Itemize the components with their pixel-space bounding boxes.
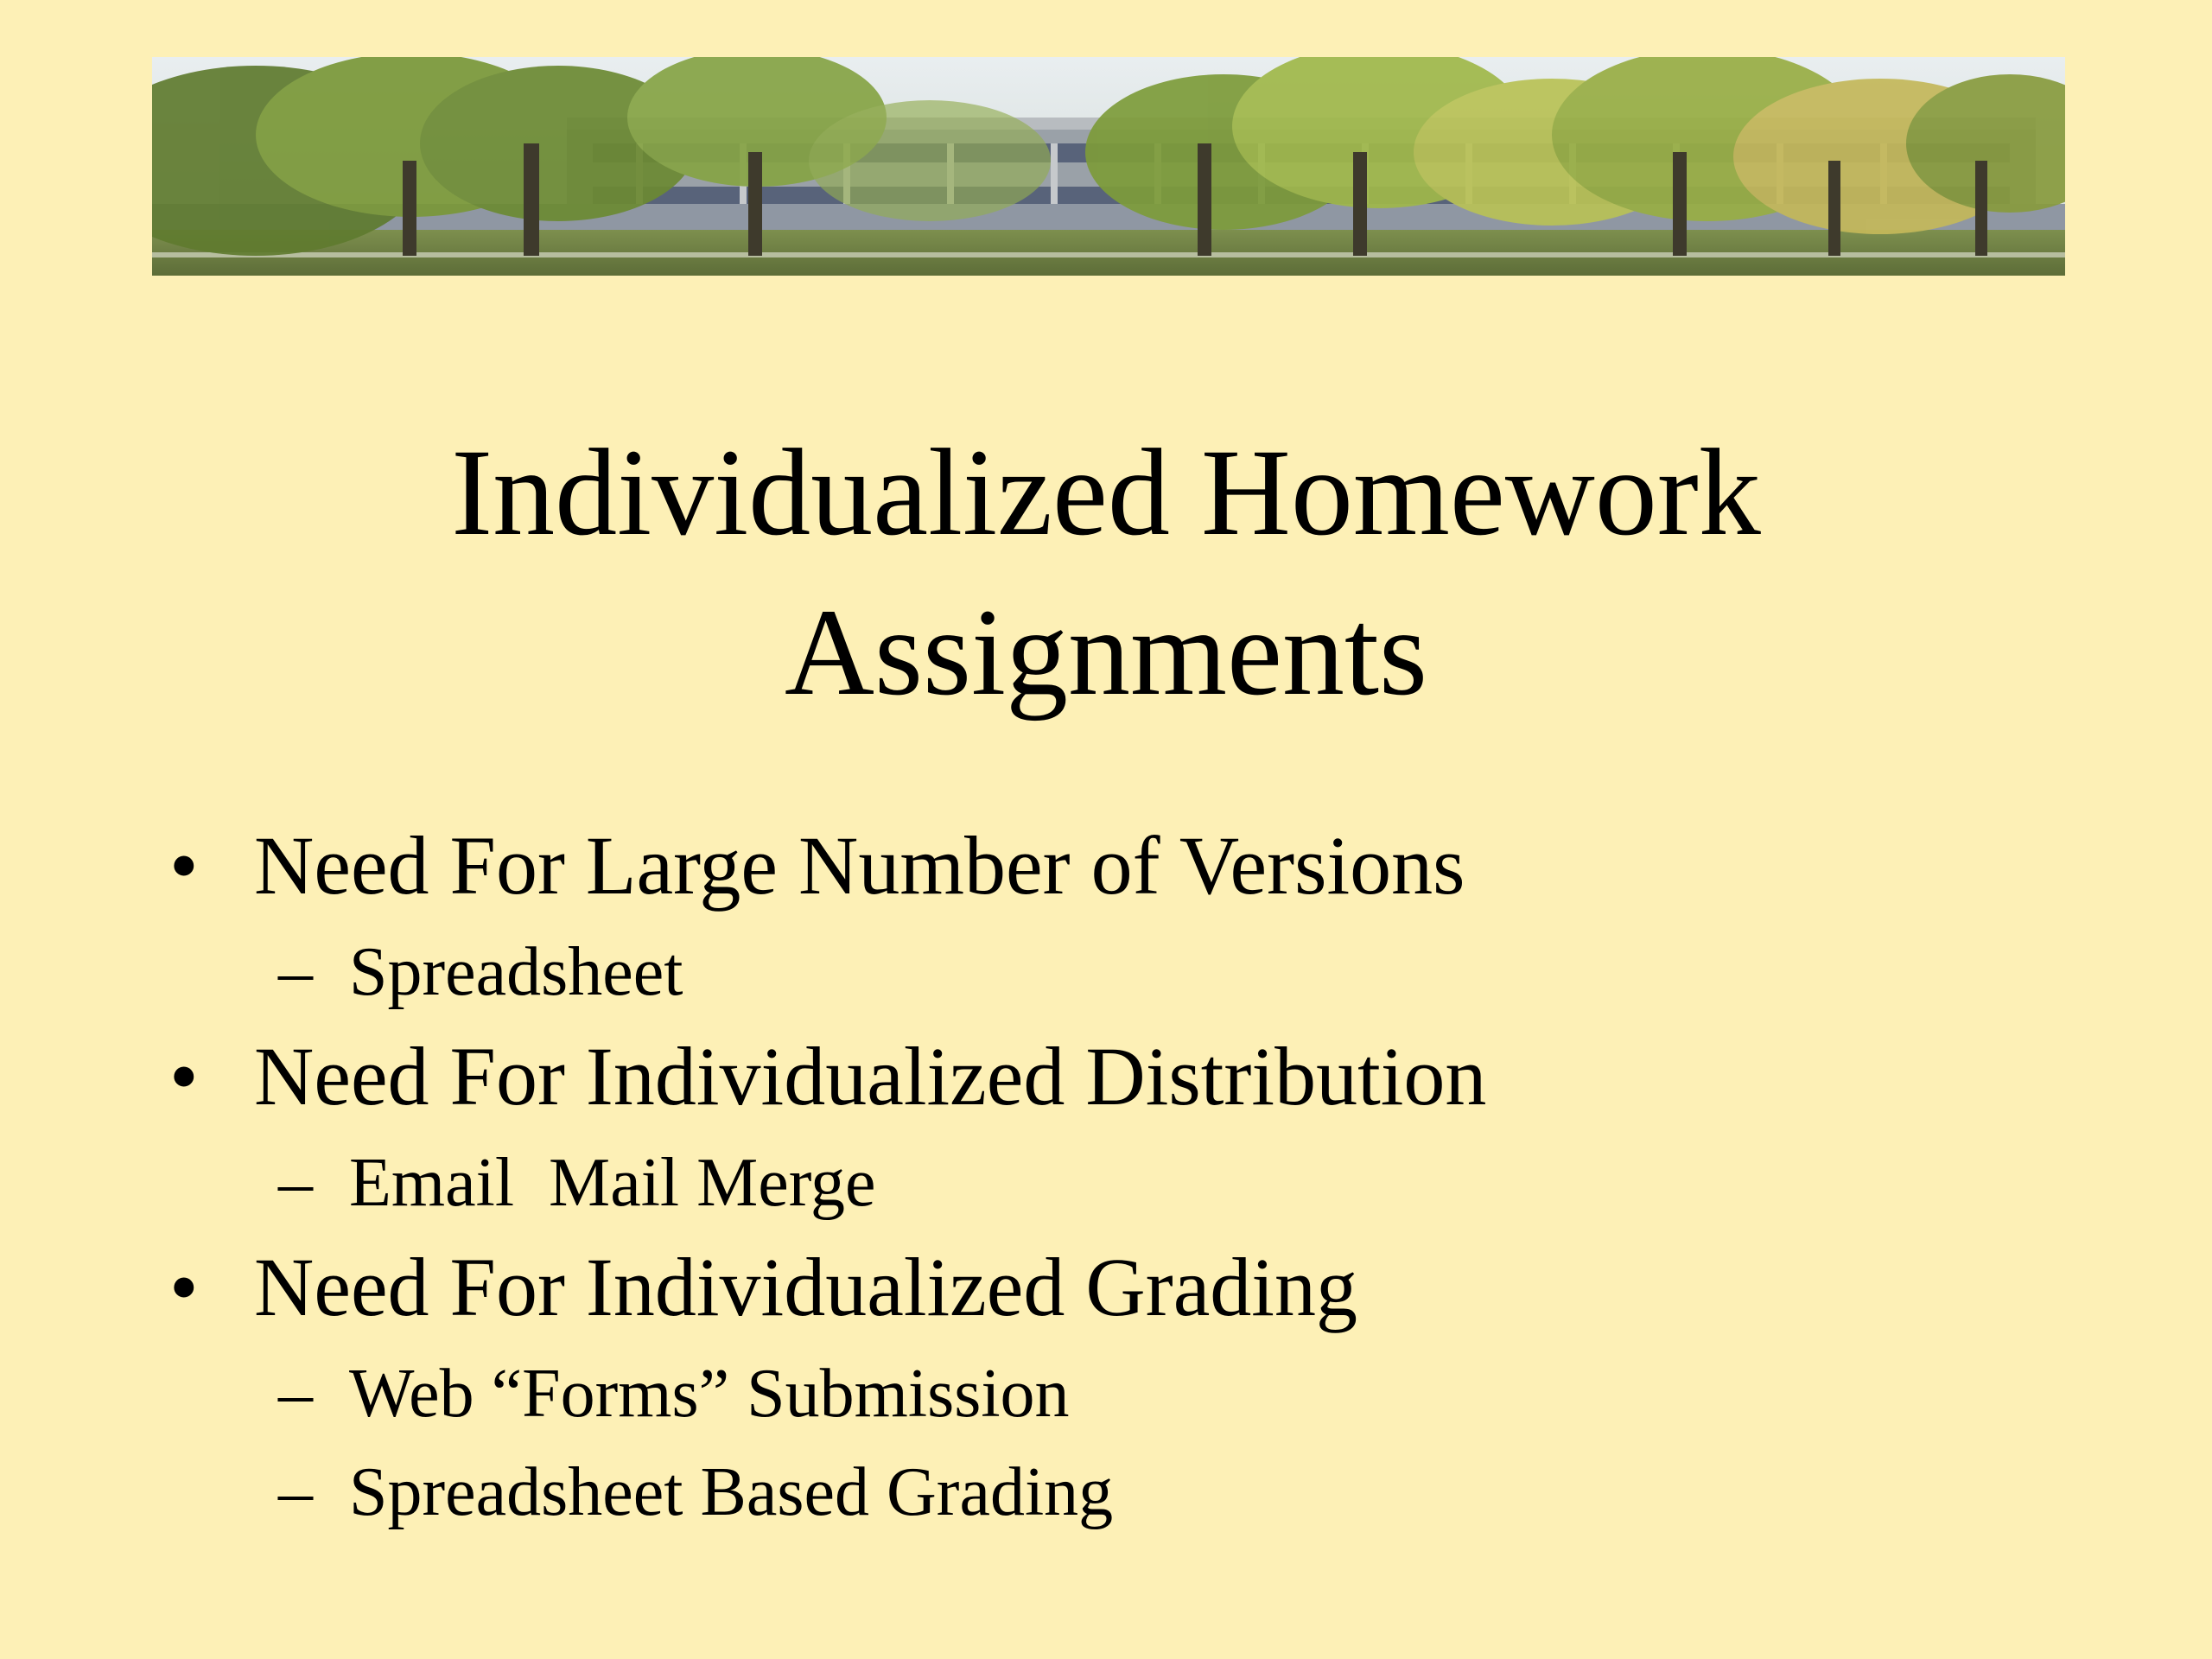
sub-bullet-text: Spreadsheet Based Grading	[349, 1454, 1114, 1530]
bullet-marker: •	[169, 1030, 199, 1122]
sub-bullet-marker: –	[278, 1454, 313, 1530]
sub-bullet-text: Spreadsheet	[349, 934, 683, 1010]
slide-title-line-2: Assignments	[784, 584, 1428, 721]
sub-bullet-text: Email Mail Merge	[349, 1145, 876, 1221]
campus-banner-image	[152, 57, 2065, 276]
slide-title	[0, 413, 2212, 733]
bullet-text: Need For Large Number of Versions	[254, 819, 1465, 912]
bullet-marker: •	[169, 819, 199, 912]
sub-bullet-marker: –	[278, 1145, 313, 1221]
sub-bullet-marker: –	[278, 934, 313, 1010]
bullet-text: Need For Individualized Grading	[254, 1241, 1357, 1333]
bullet-text: Need For Individualized Distribution	[254, 1030, 1487, 1122]
slide-title-line-1: Individualized Homework	[451, 424, 1761, 562]
sub-bullet-marker: –	[278, 1356, 313, 1432]
sub-bullet-text: Web “Forms” Submission	[349, 1356, 1070, 1432]
bullet-marker: •	[169, 1241, 199, 1333]
